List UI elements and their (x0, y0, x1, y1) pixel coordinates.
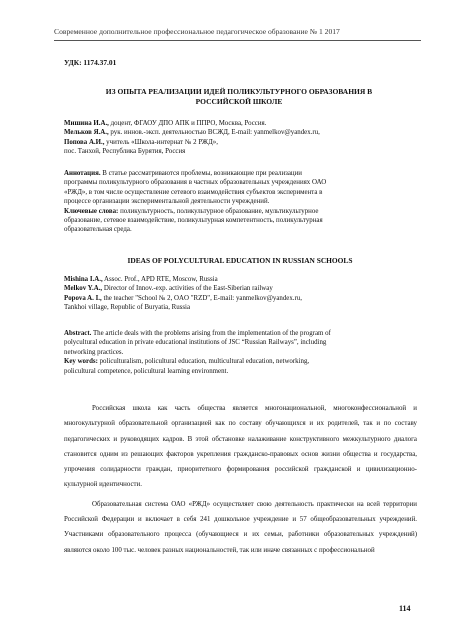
abstract-line: процессе организации экспериментальной деятельности учреждений. (64, 198, 270, 206)
author-affiliation: Tankhoi village, Republic of Buryatia, Russia (64, 304, 191, 312)
header-rule (54, 40, 421, 41)
keywords-line (64, 207, 416, 216)
body-paragraph (64, 401, 417, 493)
body-line: и 57 общеобразовательных учреждений. Участниками образовательного процесса (64, 516, 418, 539)
body-line: гражданской и цивилизационно-культурной идентичности. (64, 466, 417, 489)
author-affiliation: Director of Innov.-exp. activities of the East-Siberian railway (102, 285, 273, 293)
article-title-en: IDEAS OF POLYCULTURAL EDUCATION IN RUSSIAN SCHOOLS (127, 256, 353, 265)
abstract-en (64, 329, 416, 376)
authors-en (64, 275, 416, 313)
author-name: Mishina I.A., (64, 276, 103, 283)
author-ru-line (64, 119, 416, 128)
body-paragraph (64, 497, 417, 558)
keywords-line (64, 357, 416, 366)
author-name: Popova A. I., (64, 294, 102, 302)
page-number: 114 (399, 604, 411, 613)
abstract-line (64, 169, 416, 178)
abstract-line: networking practices. (64, 348, 124, 356)
author-name: Melkov Y.A., (64, 285, 103, 293)
body-line: многоконфессиональной и многокультурной образовательной организацией как по составу (64, 405, 417, 428)
abstract-text: В статье рассматриваются проблемы, возникающие при реализации (100, 170, 302, 177)
author-en-line (64, 294, 416, 303)
body-line: государства, упрочения солидарности граждан, приоритетного формирования российской (64, 450, 417, 474)
keywords-line: образовательная среда. (64, 226, 132, 234)
author-affiliation: the teacher "School № 2, OAO "RZD", E-mail: yanmelkov@yandex.ru, (101, 294, 302, 302)
abstract-label: Аннотация. (64, 170, 101, 177)
body-line: обучающихся и их родителей, так и по составу педагогических и руководящих кадров. В (64, 420, 417, 443)
udc-code: УДК: 1174.37.01 (64, 58, 117, 67)
author-affiliation: учитель «Школа-интернат № 2 РЖД», (104, 138, 218, 146)
authors-ru (64, 119, 416, 157)
body-line: (обучающиеся и их семьи, работники образовательных учреждений) являются около 100 (64, 531, 417, 554)
author-affiliation: рук. иннов.-эксп. деятельностью ВСЖД, E-mail: yanmelkov@yandex.ru, (108, 129, 320, 137)
body-line: Российская школа как часть общества является многонациональной, (92, 405, 327, 412)
body-line: из решающих факторов укрепления гражданско-правовых основ жизни общества и (121, 450, 378, 458)
body-line: этой обстановке налаживание конструктивного межкультурного диалога становится одним (64, 435, 417, 458)
title-ru-line-1: ИЗ ОПЫТА РЕАЛИЗАЦИИ ИДЕЙ ПОЛИКУЛЬТУРНОГО ОБРАЗОВАНИЯ В (105, 87, 373, 96)
abstract-line: polycultural education in private educational institutions of JSC “Russian Railways”, including (64, 339, 327, 347)
keywords-label: Key words: (64, 358, 98, 366)
author-ru-line (64, 138, 416, 147)
author-name: Мельков Я.А., (64, 129, 109, 137)
author-affiliation: пос. Танхой, Республика Бурятия, Россия (64, 148, 186, 156)
author-affiliation: доцент, ФГАОУ ДПО АПК и ППРО, Москва, Россия. (108, 120, 267, 127)
author-name: Попова А.И., (64, 138, 105, 146)
running-header: Современное дополнительное профессиональное педагогическое образование № 1 2017 (54, 27, 340, 36)
author-en-line (64, 275, 416, 284)
body-line: Образовательная система ОАО «РЖД» осуществляет свою деятельность практически (92, 500, 354, 508)
author-ru-line (64, 128, 416, 137)
title-ru-line-2: РОССИЙСКОЙ ШКОЛЕ (195, 97, 283, 106)
author-en-line (64, 284, 416, 293)
abstract-line (64, 329, 416, 338)
body-line: на всей территории Российской Федерации и включает в себя 241 дошкольное учреждение (64, 500, 417, 524)
abstract-ru (64, 169, 416, 235)
keywords-label: Ключевые слова: (64, 207, 119, 215)
abstract-label: Abstract. (64, 330, 92, 337)
abstract-line: «РЖД», в том числе осуществление сетевого взаимодействия субъектов эксперимента в (64, 188, 323, 196)
keywords-line: образование, сетевое взаимодействие, поликультурная компетентность, поликультурная (64, 217, 323, 225)
author-name: Мишина И.А., (64, 120, 109, 127)
author-affiliation: Assoc. Prof., APD RTE, Moscow, Russia (102, 276, 218, 283)
abstract-line: программы поликультурного образования в частных образовательных учреждениях ОАО (64, 179, 327, 187)
article-body (64, 401, 417, 562)
keywords-text: поликультурность, поликультурное образование, мультикультурное (118, 207, 319, 215)
author-en-line (64, 303, 416, 312)
article-title-ru (64, 87, 414, 107)
author-ru-line (64, 147, 416, 156)
keywords-line: policultural competence, policultural learning environment. (64, 367, 229, 375)
abstract-text: The article deals with the problems arising from the implementation of the program of (91, 330, 331, 337)
body-line: тыс. человек разных национальностей, так или иначе связанных с профессиональной (123, 546, 375, 554)
keywords-text: policulturalism, policultural education, multicultural education, networking, (97, 358, 310, 366)
